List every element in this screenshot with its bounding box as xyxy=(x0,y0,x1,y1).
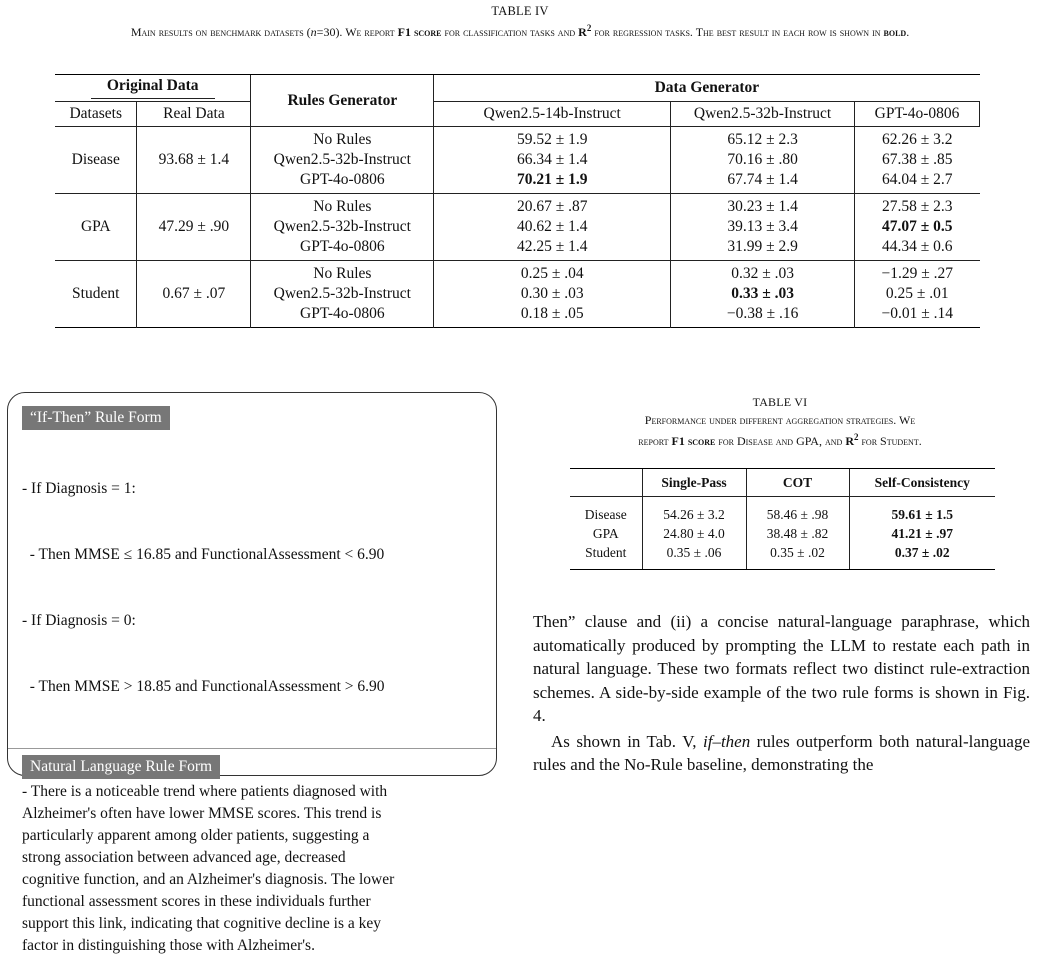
row-label: Student xyxy=(585,545,627,560)
value-cell: 59.61 ± 1.5 xyxy=(849,505,995,524)
results-table xyxy=(55,74,980,328)
value-cell: 27.58 ± 2.3 47.07 ± 0.5 44.34 ± 0.6 xyxy=(855,194,980,261)
header-original-data: Original Data xyxy=(55,75,251,102)
header-data-generator: Data Generator xyxy=(434,75,980,102)
value-cell: 62.26 ± 3.2 67.38 ± .85 64.04 ± 2.7 xyxy=(855,127,980,194)
value-cell: 38.48 ± .82 xyxy=(746,524,849,543)
value-cell: 24.80 ± 4.0 xyxy=(642,524,746,543)
nl-rule-text: - There is a noticeable trend where patients diagnosed with Alzheimer's often have lower MMSE scores. This trend is particularly apparent among older patients, suggesting a strong association between advanced age, decreased cognitive function, and an Alzheimer's diagnosis. The lower functional assessment scores in these individuals further support this link, indicating that cognitive decline is a key factor in distinguishing those with Alzheimer's. xyxy=(22,783,395,954)
value-cell: 58.46 ± .98 xyxy=(746,505,849,524)
nl-tag: Natural Language Rule Form xyxy=(22,755,220,779)
aggregation-table xyxy=(570,468,995,570)
header-real-data: Real Data xyxy=(137,102,251,127)
header-self-consistency: Self-Consistency xyxy=(849,469,995,497)
row-label: GPA xyxy=(592,526,619,541)
value-cell: 0.35 ± .06 xyxy=(642,543,746,562)
value-cell: 0.37 ± .02 xyxy=(849,543,995,562)
header-rules-generator: Rules Generator xyxy=(251,75,434,127)
value-cell: −1.29 ± .27 0.25 ± .01 −0.01 ± .14 xyxy=(855,261,980,328)
real-data-cell: 47.29 ± .90 xyxy=(137,194,251,261)
header-model-2: GPT-4o-0806 xyxy=(855,102,980,127)
rule-divider xyxy=(8,748,496,749)
header-datasets: Datasets xyxy=(55,102,137,127)
dataset-cell: Disease xyxy=(55,127,137,194)
row-label: Disease xyxy=(584,507,627,522)
value-cell: 0.25 ± .04 0.30 ± .03 0.18 ± .05 xyxy=(434,261,671,328)
header-cot: COT xyxy=(746,469,849,497)
rule-cell: No Rules Qwen2.5-32b-Instruct GPT-4o-0806 xyxy=(251,261,434,328)
real-data-cell: 0.67 ± .07 xyxy=(137,261,251,328)
table4-caption: Main results on benchmark datasets (n=30). We report F1 score for classification tasks and $R^2$ for regression tasks. The best result in each row is shown in bold. xyxy=(130,23,910,39)
value-cell: 0.35 ± .02 xyxy=(746,543,849,562)
value-cell: 30.23 ± 1.4 39.13 ± 3.4 31.99 ± 2.9 xyxy=(671,194,855,261)
table4-label: TABLE IV xyxy=(491,4,549,18)
paragraph: Then” clause and (ii) a concise natural-language paraphrase, which automatically produced by prompting the LLM to restate each path in natural language. These two formats reflect two distinct rule-extraction schemes. A side-by-side example of the two rule forms is shown in Fig. 4. xyxy=(533,612,1030,725)
header-model-0: Qwen2.5-14b-Instruct xyxy=(434,102,671,127)
header-model-1: Qwen2.5-32b-Instruct xyxy=(671,102,855,127)
dataset-cell: Student xyxy=(55,261,137,328)
rule-form-figure xyxy=(7,392,497,954)
rule-cell: No Rules Qwen2.5-32b-Instruct GPT-4o-0806 xyxy=(251,127,434,194)
corner-cell xyxy=(570,469,642,497)
value-cell: 0.32 ± .03 0.33 ± .03 −0.38 ± .16 xyxy=(671,261,855,328)
header-single-pass: Single-Pass xyxy=(642,469,746,497)
value-cell: 59.52 ± 1.9 66.34 ± 1.4 70.21 ± 1.9 xyxy=(434,127,671,194)
table6-caption: Performance under different aggregation strategies. We report F1 score for Disease and GPA, and $R^2$ for Student. xyxy=(638,413,922,448)
value-cell: 65.12 ± 2.3 70.16 ± .80 67.74 ± 1.4 xyxy=(671,127,855,194)
value-cell: 41.21 ± .97 xyxy=(849,524,995,543)
body-text xyxy=(533,610,1030,777)
paragraph: As shown in Tab. V, if–then rules outperform both natural-language rules and the No-Rule baseline, demonstrating the xyxy=(533,731,1030,774)
real-data-cell: 93.68 ± 1.4 xyxy=(137,127,251,194)
table6-label: TABLE VI xyxy=(752,395,808,409)
ifthen-tag: “If-Then” Rule Form xyxy=(22,406,170,430)
value-cell: 20.67 ± .87 40.62 ± 1.4 42.25 ± 1.4 xyxy=(434,194,671,261)
value-cell: 54.26 ± 3.2 xyxy=(642,505,746,524)
dataset-cell: GPA xyxy=(55,194,137,261)
rule-cell: No Rules Qwen2.5-32b-Instruct GPT-4o-0806 xyxy=(251,194,434,261)
ifthen-rules: - If Diagnosis = 1: - Then MMSE ≤ 16.85 and FunctionalAssessment < 6.90 - If Diagnosis = 0: - Then MMSE > 18.85 and FunctionalAssessment > 6.90 xyxy=(22,480,385,695)
